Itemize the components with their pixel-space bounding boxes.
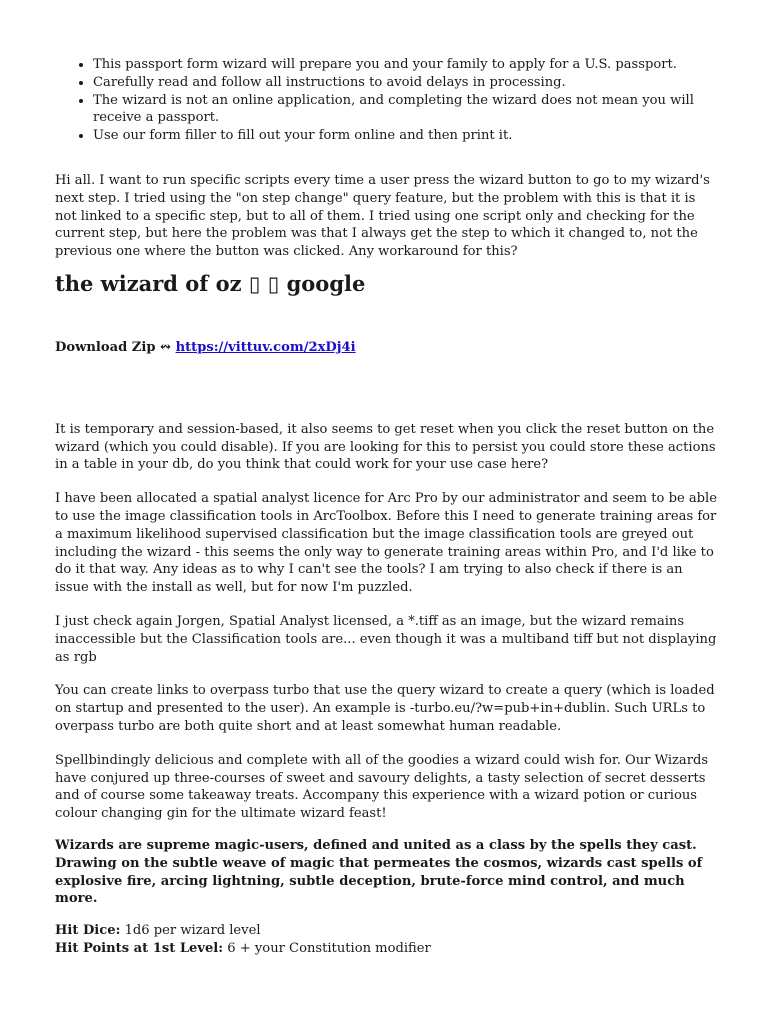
- hit-points-value: 6 + your Constitution modifier: [223, 940, 431, 956]
- page-title: the wizard of oz ▯ ▯ google: [55, 270, 366, 296]
- document-page: [55, 56, 717, 958]
- body-paragraph: You can create links to overpass turbo that use the query wizard to create a query (which is loaded on startup and presented to the user). An example is -turbo.eu/?w=pub+in+dublin. Such URLs to overpass turbo are both quite short and at least somewhat human readable.: [55, 683, 715, 734]
- bullet-item: • The wizard is not an online application, and completing the wizard does not mean you will receive a passport.: [93, 92, 717, 128]
- body-paragraph: Spellbindingly delicious and complete with all of the goodies a wizard could wish for. Our Wizards have conjured up three-courses of sweet and savoury delights, a tasty selection of secret desserts and of course some takeaway treats. Accompany this experience with a wizard potion or curious colour changing gin for the ultimate wizard feast!: [55, 752, 709, 822]
- hit-dice-value: 1d6 per wizard level: [120, 923, 261, 939]
- bullet-item: • Carefully read and follow all instructions to avoid delays in processing.: [93, 74, 717, 92]
- class-stats: [55, 922, 717, 958]
- hit-dice-line: [55, 922, 717, 940]
- bullet-list: [55, 56, 717, 145]
- body-paragraph: I just check again Jorgen, Spatial Analyst licensed, a *.tiff as an image, but the wizard remains inaccessible but the Classification tools are... even though it was a multiband tiff but not displaying as rgb: [55, 613, 717, 665]
- body-paragraph: I have been allocated a spatial analyst licence for Arc Pro by our administrator and seem to be able to use the image classification tools in ArcToolbox. Before this I need to generate training areas for a maximum likelihood supervised classification but the image classification tools are greyed out including the wizard - this seems the only way to generate training areas within Pro, and I'd like to do it that way. Any ideas as to why I can't see the tools? I am trying to also check if there is an issue with the install as well, but for now I'm puzzled.: [55, 491, 717, 596]
- download-label: Download Zip ↭: [55, 339, 172, 355]
- intro-paragraph: Hi all. I want to run specific scripts every time a user press the wizard button to go to my wizard's next step. I tried using the "on step change" query feature, but the problem with this is that it is not linked to a specific step, but to all of them. I tried using one script only and checking for the current step, but here the problem was that I always get the step to which it changed to, not the previous one where the button was clicked. Any workaround for this?: [55, 172, 710, 260]
- hit-points-line: [55, 940, 717, 958]
- bullet-item: • Use our form filler to fill out your form online and then print it.: [93, 127, 717, 145]
- download-line: [55, 339, 717, 357]
- hit-points-label: Hit Points at 1st Level:: [55, 940, 224, 956]
- bullet-item: • This passport form wizard will prepare you and your family to apply for a U.S. passport.: [93, 56, 717, 74]
- hit-dice-label: Hit Dice:: [55, 923, 121, 939]
- wizard-lead-paragraph: Wizards are supreme magic-users, defined and united as a class by the spells they cast. Drawing on the subtle weave of magic that permeates the cosmos, wizards cast spells of explosive fire, arcing lightning, subtle deception, brute-force mind control, and much more.: [55, 837, 703, 907]
- body-paragraph: It is temporary and session-based, it also seems to get reset when you click the reset button on the wizard (which you could disable). If you are looking for this to persist you could store these actions in a table in your db, do you think that could work for your use case here?: [55, 421, 716, 473]
- download-link[interactable]: https://vittuv.com/2xDj4i: [175, 339, 356, 355]
